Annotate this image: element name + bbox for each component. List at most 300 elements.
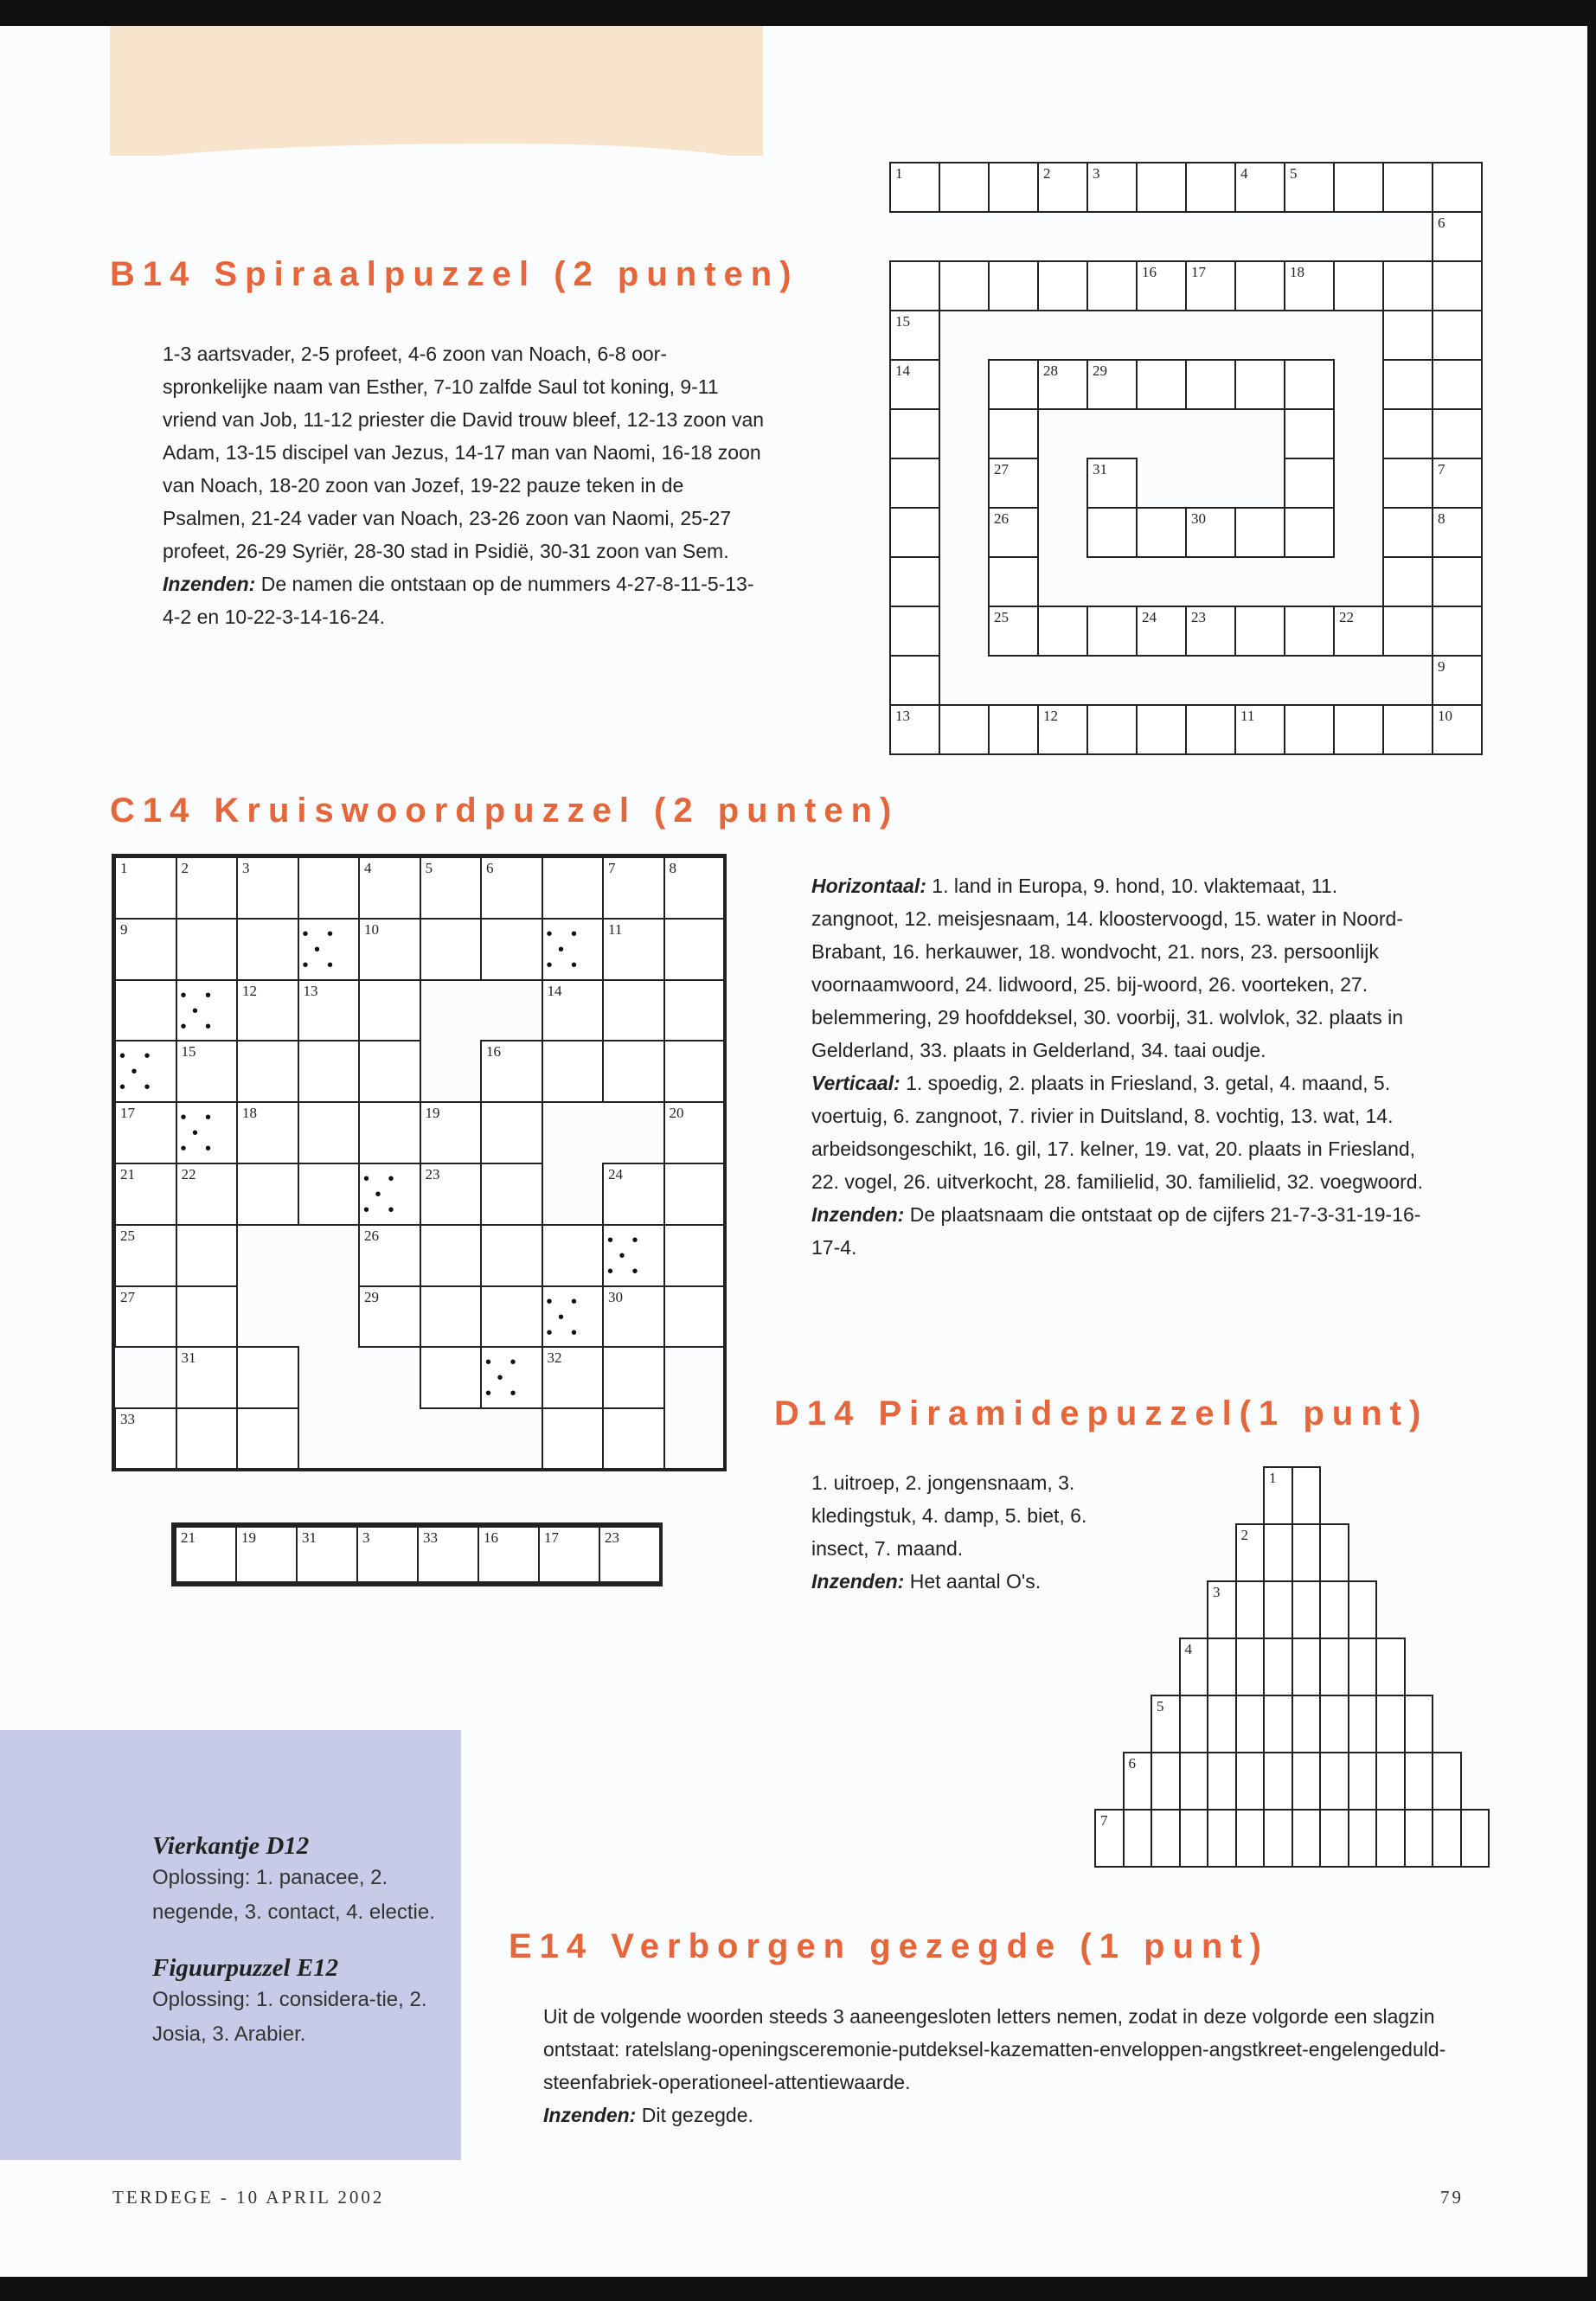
cell-number: 13 [895, 708, 910, 724]
pyramid-cell [1151, 1695, 1181, 1753]
crossword-cell [236, 1346, 299, 1409]
answer-cell [478, 1526, 540, 1583]
spiral-cell [1382, 310, 1433, 361]
spiral-cell [1382, 704, 1433, 755]
crossword-cell [236, 979, 299, 1042]
footer-page-number: 79 [1440, 2187, 1464, 2208]
pyramid-cell [1375, 1695, 1406, 1753]
spiral-cell [889, 310, 940, 361]
spiral-cell [1284, 359, 1335, 410]
spiral-cell [889, 408, 940, 459]
spiral-cell [1284, 458, 1335, 509]
solution-e12-text: Oplossing: 1. considera-tie, 2. Josia, 3. Arabier. [152, 1988, 427, 2046]
pyramid-cell [1179, 1695, 1209, 1753]
pyramid-cell [1207, 1809, 1237, 1868]
crossword-cell [358, 979, 421, 1042]
crossword-cell [236, 1040, 299, 1103]
pyramid-cell [1432, 1752, 1462, 1811]
cell-number: 17 [1191, 264, 1206, 280]
crossword-cell [236, 1163, 299, 1226]
pyramid-cell [1292, 1466, 1322, 1525]
spiral-cell [889, 359, 940, 410]
spiral-cell [988, 408, 1039, 459]
pyramid-cell [1207, 1580, 1237, 1639]
pyramid-cell [1235, 1523, 1266, 1582]
crossword-cell [236, 1407, 299, 1471]
cell-number: 24 [1142, 609, 1157, 625]
cell-number: 11 [608, 920, 623, 938]
solution-d12-text: Oplossing: 1. panacee, 2. negende, 3. contact, 4. electie. [152, 1866, 435, 1924]
crossword-cell [602, 1407, 665, 1471]
spiral-cell [988, 458, 1039, 509]
pyramid-cell [1375, 1752, 1406, 1811]
crossword-grid [114, 856, 724, 1469]
crossword-cell [480, 1224, 543, 1287]
spiral-cell [1432, 359, 1483, 410]
d14-submit-text: Het aantal O's. [909, 1570, 1042, 1593]
spiral-cell [1382, 556, 1433, 607]
e14-heading: E14 Verborgen gezegde (1 punt) [509, 1927, 1270, 1965]
pyramid-cell [1319, 1752, 1349, 1811]
crossword-cell [176, 1163, 239, 1226]
cell-number: 16 [484, 1529, 498, 1546]
spiral-cell [988, 162, 1039, 213]
pyramid-cell [1094, 1809, 1125, 1868]
answer-cell [235, 1526, 298, 1583]
spiral-cell [939, 260, 990, 311]
cell-number: 5 [1290, 165, 1298, 182]
cell-number: 25 [120, 1227, 135, 1244]
b14-heading: B14 Spiraalpuzzel (2 punten) [110, 255, 799, 293]
pyramid-cell [1348, 1752, 1378, 1811]
cell-number: 4 [1184, 1641, 1192, 1657]
spiral-cell [988, 260, 1039, 311]
spiral-cell [939, 704, 990, 755]
cell-number: 27 [120, 1288, 135, 1305]
cell-number: 31 [181, 1349, 196, 1367]
pyramid-cell [1460, 1809, 1490, 1868]
spiral-cell [1432, 704, 1483, 755]
answer-cell [356, 1526, 419, 1583]
crossword-cell [114, 1101, 177, 1164]
spiral-cell [1234, 606, 1285, 657]
spiral-puzzle-grid [889, 162, 1484, 757]
pyramid-cell [1348, 1809, 1378, 1868]
pyramid-cell [1319, 1695, 1349, 1753]
c14-vertical-label: Verticaal: [811, 1072, 901, 1094]
crossword-cell [298, 1040, 361, 1103]
spiral-cell [1136, 507, 1187, 558]
solution-e12-title: Figuurpuzzel E12 [152, 1954, 339, 1982]
pyramid-cell [1151, 1809, 1181, 1868]
spiral-cell [988, 704, 1039, 755]
cell-number: 19 [425, 1105, 440, 1122]
spiral-cell [1284, 162, 1335, 213]
cell-number: 14 [547, 982, 562, 999]
spiral-cell [1086, 162, 1138, 213]
crossword-cell [114, 1224, 177, 1287]
spiral-cell [1284, 260, 1335, 311]
crossword-cell [358, 918, 421, 981]
crossword-cell [542, 1346, 605, 1409]
star-dots-icon: • • • • • [180, 985, 219, 1036]
c14-horizontal-label: Horizontaal: [811, 875, 926, 897]
spiral-cell [1432, 606, 1483, 657]
cell-number: 17 [120, 1105, 135, 1122]
cell-number: 6 [1438, 215, 1445, 231]
pyramid-cell [1375, 1638, 1406, 1696]
b14-clues-text: 1-3 aartsvader, 2-5 profeet, 4-6 zoon van Noach, 6-8 oor-spronkelijke naam van Esther, 7-10 zalfde Saul tot koning, 9-11 vriend van Job, 11-12 priester die David trouw bleef, 12-13 zoon van Adam, 13-15 discipel van Jezus, 14-17 man van Naomi, 16-18 zoon van Noach, 18-20 zoon van Jozef, 19-22 pauze teken in de Psalmen, 21-24 vader van Noach, 23-26 zoon van Naomi, 25-27 profeet, 26-29 Syriër, 28-30 stad in Psidië, 30-31 zoon van Sem. [163, 343, 765, 562]
pyramid-cell [1292, 1695, 1322, 1753]
spiral-cell [1185, 704, 1236, 755]
pyramid-cell [1151, 1752, 1181, 1811]
crossword-cell [663, 979, 727, 1042]
crossword-cell [236, 1101, 299, 1164]
cell-number: 33 [120, 1411, 135, 1428]
spiral-cell [1234, 359, 1285, 410]
cell-number: 6 [1128, 1755, 1136, 1772]
crossword-answer-row [171, 1522, 663, 1586]
crossword-cell [480, 856, 543, 920]
cell-number: 29 [1093, 362, 1107, 379]
footer-publication: TERDEGE - 10 APRIL 2002 [112, 2187, 385, 2208]
spiral-cell [1432, 162, 1483, 213]
pyramid-cell [1263, 1638, 1293, 1696]
pyramid-cell [1292, 1580, 1322, 1639]
spiral-cell [1136, 359, 1187, 410]
crossword-cell [420, 1285, 483, 1349]
pyramid-cell [1375, 1809, 1406, 1868]
pyramid-cell [1263, 1580, 1293, 1639]
spiral-cell [1382, 260, 1433, 311]
pyramid-cell [1207, 1752, 1237, 1811]
c14-submit-text: De plaatsnaam die ontstaat op de cijfers 21-7-3-31-19-16-17-4. [811, 1203, 1421, 1259]
spiral-cell [889, 260, 940, 311]
cell-number: 2 [1240, 1527, 1248, 1543]
solutions-sidebar [0, 1730, 461, 2160]
crossword-cell [420, 918, 483, 981]
cell-number: 1 [895, 165, 903, 182]
spiral-cell [1432, 408, 1483, 459]
pyramid-cell [1292, 1523, 1322, 1582]
spiral-cell [1037, 260, 1088, 311]
pyramid-cell [1207, 1638, 1237, 1696]
cell-number: 26 [994, 510, 1009, 527]
spiral-cell [1185, 260, 1236, 311]
crossword-cell [176, 979, 239, 1042]
cell-number: 18 [1290, 264, 1304, 280]
crossword-cell [542, 1224, 605, 1287]
cell-number: 1 [1269, 1470, 1277, 1486]
pyramid-cell [1348, 1580, 1378, 1639]
pyramid-cell [1235, 1638, 1266, 1696]
pyramid-cell [1179, 1809, 1209, 1868]
crossword-cell [480, 1040, 543, 1103]
spiral-cell [1284, 606, 1335, 657]
spiral-cell [1333, 606, 1384, 657]
pyramid-cell [1432, 1809, 1462, 1868]
spiral-cell [1432, 507, 1483, 558]
e14-text [543, 2000, 1482, 2131]
e14-submit-text: Dit gezegde. [641, 2104, 753, 2126]
spiral-cell [889, 162, 940, 213]
spiral-cell [1037, 162, 1088, 213]
spiral-cell [1086, 458, 1138, 509]
pyramid-cell [1179, 1752, 1209, 1811]
e14-text-body: Uit de volgende woorden steeds 3 aaneengesloten letters nemen, zodat in deze volgorde een slagzin ontstaat: ratelslang-openingsceremonie-putdeksel-kazematten-enveloppen-angstkreet-engelengeduld-steenfabriek-operationeel-attentiewaarde. [543, 2005, 1446, 2093]
crossword-cell [298, 856, 361, 920]
crossword-cell [114, 918, 177, 981]
crossword-cell [663, 1101, 727, 1164]
spiral-cell [1284, 704, 1335, 755]
cell-number: 22 [1339, 609, 1354, 625]
pyramid-cell [1292, 1752, 1322, 1811]
cell-number: 33 [423, 1529, 438, 1546]
cell-number: 21 [181, 1529, 195, 1546]
crossword-cell [602, 979, 665, 1042]
cell-number: 21 [120, 1166, 135, 1183]
cell-number: 18 [242, 1105, 257, 1122]
crossword-cell [114, 1407, 177, 1471]
pyramid-cell [1348, 1638, 1378, 1696]
crossword-cell [542, 918, 605, 981]
cell-number: 31 [302, 1529, 317, 1546]
crossword-cell [663, 1285, 727, 1349]
spiral-cell [1086, 260, 1138, 311]
pyramid-cell [1263, 1523, 1293, 1582]
spiral-cell [1136, 260, 1187, 311]
d14-clues [811, 1466, 1123, 1598]
pyramid-cell [1404, 1809, 1434, 1868]
pyramid-cell [1235, 1580, 1266, 1639]
cell-number: 7 [1438, 461, 1445, 478]
cell-number: 23 [605, 1529, 619, 1546]
spiral-cell [1333, 162, 1384, 213]
c14-clues [811, 869, 1426, 1264]
pyramid-cell [1263, 1695, 1293, 1753]
crossword-cell [542, 979, 605, 1042]
crossword-cell [358, 1224, 421, 1287]
spiral-cell [1382, 408, 1433, 459]
cell-number: 27 [994, 461, 1009, 478]
solution-d12-title: Vierkantje D12 [152, 1832, 310, 1860]
spiral-cell [1136, 704, 1187, 755]
spiral-cell [1382, 359, 1433, 410]
crossword-cell [298, 1163, 361, 1226]
cell-number: 26 [364, 1227, 379, 1244]
crossword-cell [176, 918, 239, 981]
cell-number: 8 [669, 860, 676, 876]
crossword-cell [602, 1285, 665, 1349]
crossword-cell [542, 1285, 605, 1349]
spiral-cell [889, 606, 940, 657]
cell-number: 6 [486, 860, 494, 876]
spiral-cell [1432, 310, 1483, 361]
pyramid-cell [1123, 1752, 1153, 1811]
answer-cell [175, 1526, 237, 1583]
crossword-cell [114, 1163, 177, 1226]
star-dots-icon: • • • • • [546, 924, 585, 975]
spiral-cell [1333, 260, 1384, 311]
pyramid-cell [1235, 1695, 1266, 1753]
pyramid-cell [1319, 1523, 1349, 1582]
cell-number: 16 [486, 1043, 501, 1061]
spiral-cell [1037, 704, 1088, 755]
cell-number: 14 [895, 362, 910, 379]
spiral-cell [1037, 359, 1088, 410]
cell-number: 4 [1240, 165, 1248, 182]
answer-cell [538, 1526, 600, 1583]
b14-submit-label: Inzenden: [163, 573, 256, 595]
crossword-cell [420, 1346, 483, 1409]
cell-number: 29 [364, 1288, 379, 1305]
pyramid-cell [1123, 1809, 1153, 1868]
spiral-cell [988, 507, 1039, 558]
spiral-cell [1234, 704, 1285, 755]
pyramid-cell [1404, 1752, 1434, 1811]
cell-number: 3 [242, 860, 250, 876]
crossword-cell [663, 1040, 727, 1103]
spiral-cell [1086, 507, 1138, 558]
cell-number: 15 [181, 1043, 196, 1061]
crossword-cell [420, 1224, 483, 1287]
cell-number: 17 [544, 1529, 559, 1546]
pyramid-cell [1319, 1580, 1349, 1639]
cell-number: 28 [1043, 362, 1058, 379]
spiral-cell [1284, 408, 1335, 459]
crossword-cell [114, 1040, 177, 1103]
cell-number: 2 [181, 860, 189, 876]
spiral-cell [1185, 162, 1236, 213]
pyramid-cell [1263, 1752, 1293, 1811]
cell-number: 20 [669, 1105, 684, 1122]
c14-vertical-clues: 1. spoedig, 2. plaats in Friesland, 3. getal, 4. maand, 5. voertuig, 6. zangnoot, 7. rivier in Duitsland, 8. vochtig, 13. wat, 14. arbeidsongeschikt, 16. gil, 17. kelner, 19. vat, 20. plaats in Friesland, 22. vogel, 26. uitverkocht, 28. familielid, 30. familielid, 32. voegwoord. [811, 1072, 1423, 1193]
c14-submit-label: Inzenden: [811, 1203, 905, 1226]
spiral-cell [1382, 162, 1433, 213]
crossword-cell [358, 856, 421, 920]
cell-number: 3 [1213, 1584, 1221, 1600]
crossword-cell [358, 1040, 421, 1103]
cell-number: 9 [1438, 658, 1445, 675]
cell-number: 2 [1043, 165, 1051, 182]
crossword-cell [663, 1163, 727, 1226]
crossword-cell [602, 856, 665, 920]
spiral-cell [988, 606, 1039, 657]
star-dots-icon: • • • • • [302, 924, 341, 975]
cell-number: 12 [242, 982, 257, 999]
crossword-cell [542, 1040, 605, 1103]
spiral-cell [889, 507, 940, 558]
spiral-cell [1185, 507, 1236, 558]
cell-number: 12 [1043, 708, 1058, 724]
crossword-cell [480, 1346, 543, 1409]
spiral-cell [1185, 359, 1236, 410]
cell-number: 31 [1093, 461, 1107, 478]
crossword-cell [298, 979, 361, 1042]
spiral-cell [988, 359, 1039, 410]
spiral-cell [889, 704, 940, 755]
crossword-cell [480, 1285, 543, 1349]
spiral-cell [1234, 507, 1285, 558]
answer-cell [599, 1526, 661, 1583]
star-dots-icon: • • • • • [485, 1353, 523, 1404]
cell-number: 15 [895, 313, 910, 330]
spiral-cell [1086, 359, 1138, 410]
crossword-cell [358, 1163, 421, 1226]
crossword-cell [602, 1224, 665, 1287]
crossword-cell [114, 856, 177, 920]
c14-horizontal-clues: 1. land in Europa, 9. hond, 10. vlaktemaat, 11. zangnoot, 12. meisjesnaam, 14. kloostervoogd, 15. water in Noord-Brabant, 16. herkauwer, 18. wondvocht, 21. nors, 23. persoonlijk voornaamwoord, 24. lidwoord, 25. bij-woord, 26. voorteken, 27. belemmering, 29 hoofddeksel, 30. voorbij, 31. wolvlok, 32. plaats in Gelderland, 33. plaats in Gelderland, 34. taai oudje. [811, 875, 1404, 1061]
spiral-cell [889, 556, 940, 607]
pyramid-cell [1348, 1695, 1378, 1753]
crossword-cell [176, 1040, 239, 1103]
crossword-cell [236, 918, 299, 981]
cell-number: 30 [1191, 510, 1206, 527]
spiral-cell [1333, 704, 1384, 755]
cell-number: 8 [1438, 510, 1445, 527]
star-dots-icon: • • • • • [363, 1170, 401, 1220]
cell-number: 22 [181, 1166, 196, 1183]
pyramid-cell [1404, 1695, 1434, 1753]
crossword-cell [542, 1407, 605, 1471]
cell-number: 25 [994, 609, 1009, 625]
crossword-cell [420, 1163, 483, 1226]
cell-number: 5 [1157, 1698, 1164, 1715]
spiral-cell [1086, 704, 1138, 755]
pyramid-cell [1179, 1638, 1209, 1696]
crossword-cell [542, 856, 605, 920]
spiral-cell [1432, 556, 1483, 607]
cell-number: 10 [364, 920, 379, 938]
crossword-cell [176, 856, 239, 920]
d14-heading: D14 Piramidepuzzel(1 punt) [774, 1394, 1429, 1433]
crossword-cell [602, 1346, 665, 1409]
cell-number: 3 [362, 1529, 370, 1546]
cell-number: 5 [425, 860, 433, 876]
cell-number: 9 [120, 920, 128, 938]
crossword-cell [176, 1224, 239, 1287]
crossword-cell [358, 1285, 421, 1349]
pyramid-cell [1207, 1695, 1237, 1753]
header-tab-decoration [110, 26, 763, 156]
cell-number: 30 [608, 1288, 623, 1305]
spiral-cell [1136, 606, 1187, 657]
pyramid-puzzle-grid [1086, 1466, 1484, 1868]
crossword-cell [114, 979, 177, 1042]
crossword-cell [480, 918, 543, 981]
pyramid-cell [1292, 1809, 1322, 1868]
spiral-cell [1382, 606, 1433, 657]
crossword-cell [176, 1101, 239, 1164]
pyramid-cell [1235, 1752, 1266, 1811]
spiral-cell [988, 556, 1039, 607]
spiral-cell [1284, 507, 1335, 558]
cell-number: 19 [241, 1529, 256, 1546]
crossword-cell [114, 1285, 177, 1349]
crossword-cell [358, 1101, 421, 1164]
cell-number: 7 [608, 860, 616, 876]
crossword-cell [663, 1224, 727, 1287]
star-dots-icon: • • • • • [546, 1292, 585, 1343]
spiral-cell [939, 162, 990, 213]
cell-number: 4 [364, 860, 372, 876]
cell-number: 16 [1142, 264, 1157, 280]
crossword-cell [602, 918, 665, 981]
spiral-cell [1234, 162, 1285, 213]
b14-clues [163, 337, 768, 633]
crossword-cell [176, 1407, 239, 1471]
crossword-cell [176, 1346, 239, 1409]
